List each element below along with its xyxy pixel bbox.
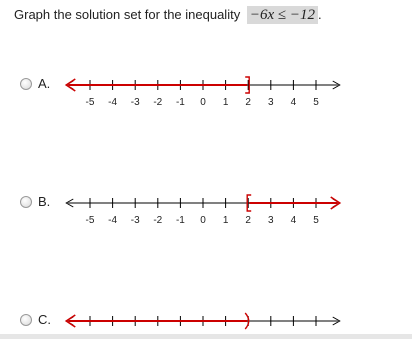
tick-label: 1	[222, 215, 229, 226]
tick-label: 0	[200, 97, 206, 108]
question-suffix: .	[317, 7, 322, 22]
tick-label: 4	[290, 97, 297, 108]
tick-label: 3	[268, 97, 274, 108]
option-b-number-line	[76, 192, 336, 232]
tick-label: -3	[130, 97, 140, 108]
option-b-radio[interactable]	[20, 196, 32, 208]
option-c-label: C.	[38, 312, 51, 327]
option-c-number-line	[76, 310, 336, 350]
tick-label: -1	[175, 215, 185, 226]
tick-label: 0	[200, 215, 206, 226]
tick-label: -4	[108, 97, 118, 108]
tick-label: -2	[153, 215, 163, 226]
option-a-label: A.	[38, 76, 51, 91]
tick-label: 5	[313, 215, 319, 226]
tick-label: -3	[130, 215, 140, 226]
option-c-radio[interactable]	[20, 314, 32, 326]
inequality-expression: −6x ≤ −12	[247, 6, 318, 24]
bottom-scroll-edge	[0, 334, 412, 339]
option-b-label: B.	[38, 194, 51, 209]
tick-label: 4	[290, 215, 297, 226]
option-a-number-line	[76, 74, 336, 114]
tick-label: -4	[108, 215, 118, 226]
tick-label: -5	[85, 97, 95, 108]
tick-label: 2	[245, 215, 251, 226]
tick-label: 3	[268, 215, 274, 226]
tick-label: 1	[222, 97, 229, 108]
tick-label: -5	[85, 215, 95, 226]
question-prefix: Graph the solution set for the inequality	[14, 7, 241, 22]
tick-label: 5	[313, 97, 319, 108]
tick-label: -1	[175, 97, 185, 108]
option-a-radio[interactable]	[20, 78, 32, 90]
tick-label: 2	[245, 97, 251, 108]
question-text	[14, 6, 322, 24]
tick-label: -2	[153, 97, 163, 108]
